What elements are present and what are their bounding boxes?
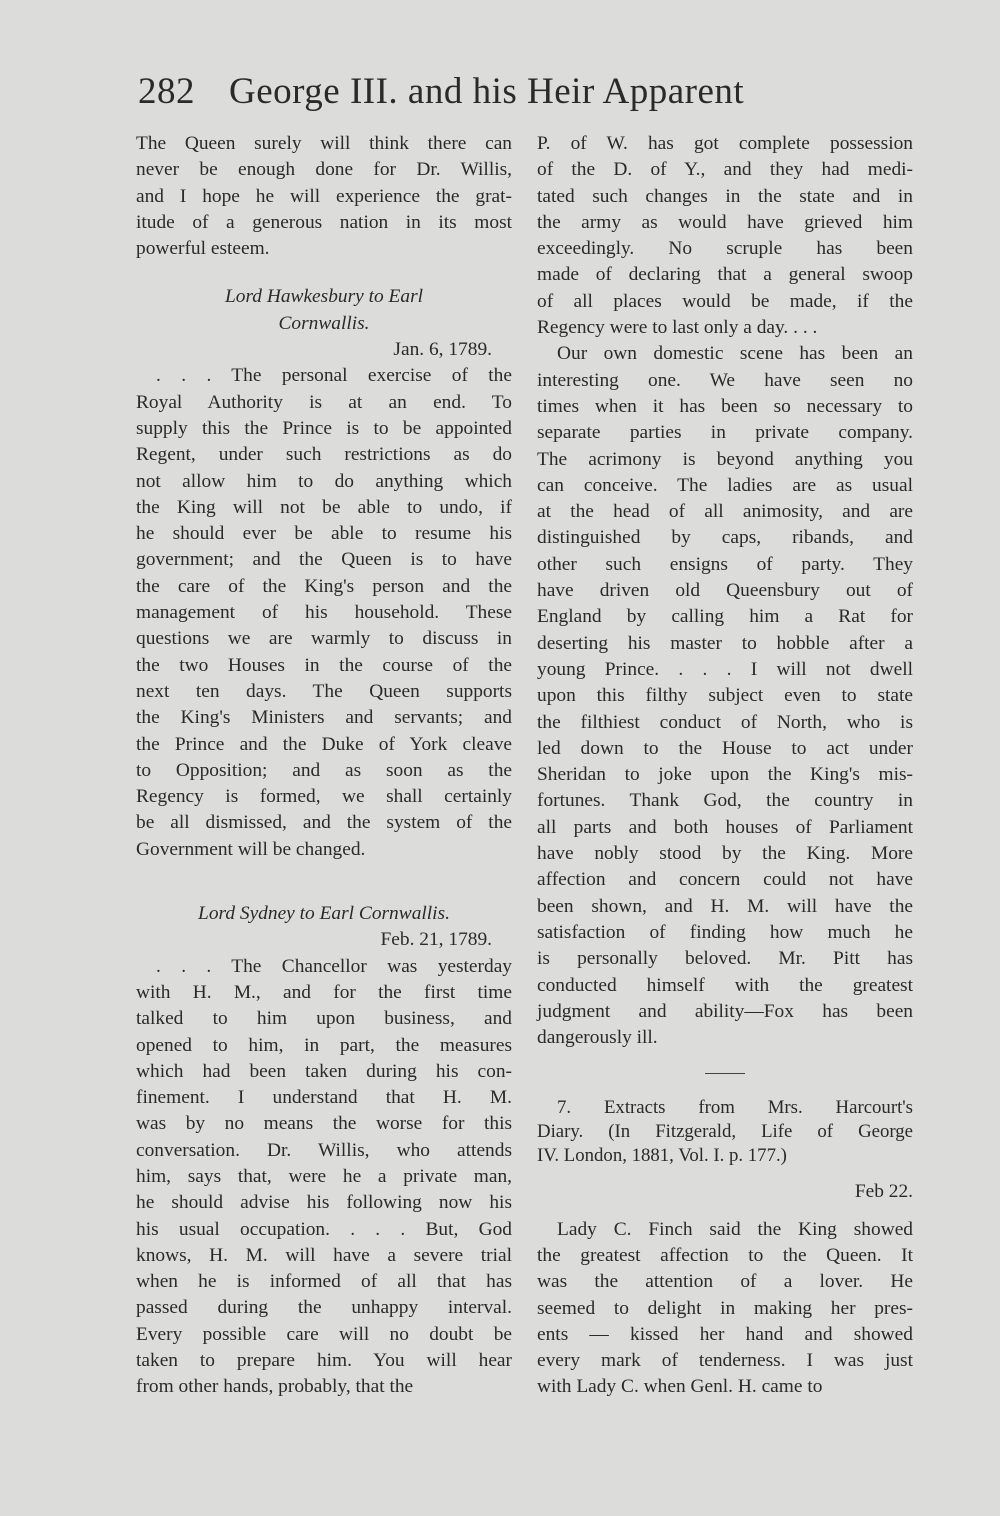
text-line: led down to the House to act under — [537, 737, 913, 759]
text-line: satisfaction of finding how much he — [537, 921, 913, 943]
text-line: . . . The Chancellor was yesterday — [156, 955, 512, 977]
text-line: the Prince and the Duke of York cleave — [136, 733, 512, 755]
text-line: of the D. of Y., and they had medi- — [537, 159, 913, 181]
text-line: Diary. (In Fitzgerald, Life of George — [537, 1121, 913, 1143]
text-line: finement. I understand that H. M. — [136, 1087, 512, 1109]
diary-extract — [537, 1217, 913, 1401]
text-line: government; and the Queen is to have — [136, 549, 512, 571]
text-line: all parts and both houses of Parliament — [537, 816, 913, 838]
text-line: never be enough done for Dr. Willis, — [136, 159, 512, 181]
text-line: him, says that, were he a private man, — [136, 1165, 512, 1187]
text-line: other such ensigns of party. They — [537, 553, 913, 575]
text-line: The Queen surely will think there can — [136, 133, 512, 154]
text-line: Regency is formed, we shall certainly — [136, 786, 512, 808]
text-line: conducted himself with the greatest — [537, 974, 913, 996]
text-line: England by calling him a Rat for — [537, 606, 913, 628]
text-line: fortunes. Thank God, the country in — [537, 790, 913, 812]
text-line: supply this the Prince is to be appointed — [136, 417, 512, 439]
text-line: have driven old Queensbury out of — [537, 580, 913, 602]
text-line: conversation. Dr. Willis, who attends — [136, 1139, 512, 1161]
text-line: upon this filthy subject even to state — [537, 685, 913, 707]
heading-hawkesbury — [136, 284, 512, 337]
text-line: he should ever be able to resume his — [136, 523, 512, 545]
text-line: next ten days. The Queen supports — [136, 680, 512, 702]
text-line: powerful esteem. — [136, 238, 270, 260]
text-line: 7. Extracts from Mrs. Harcourt's — [557, 1097, 913, 1119]
text-line: with Lady C. when Genl. H. came to — [537, 1376, 823, 1398]
text-line: opened to him, in part, the measures — [136, 1034, 512, 1056]
text-line: when he is informed of all that has — [136, 1271, 512, 1293]
text-line: separate parties in private company. — [537, 422, 913, 444]
letter-sydney-continued — [537, 131, 913, 1051]
text-line: the greatest affection to the Queen. It — [537, 1244, 913, 1266]
text-line: the King will not be able to undo, if — [136, 496, 512, 518]
text-line: which had been taken during his con- — [136, 1060, 512, 1082]
text-line: the army as would have grieved him — [537, 211, 913, 233]
letter-date: Jan. 6, 1789. — [393, 339, 492, 361]
diary-date: Feb 22. — [854, 1181, 913, 1203]
text-line: the King's Ministers and servants; and — [136, 707, 512, 729]
text-line: times when it has been so necessary to — [537, 395, 913, 417]
text-line: he should advise his following now his — [136, 1192, 512, 1214]
letter-sydney — [136, 954, 512, 1401]
text-line: at the head of all animosity, and are — [537, 501, 913, 523]
page-number: 282 — [138, 71, 195, 112]
text-line: the two Houses in the course of the — [136, 654, 512, 676]
text-line: be all dismissed, and the system of the — [136, 812, 512, 834]
letter-hawkesbury — [136, 363, 512, 863]
text-line: exceedingly. No scruple has been — [537, 238, 913, 260]
text-line: questions we are warmly to discuss in — [136, 628, 512, 650]
text-line: the filthiest conduct of North, who is — [537, 711, 913, 733]
text-line: management of his household. These — [136, 602, 512, 624]
text-line: distinguished by caps, ribands, and — [537, 527, 913, 549]
text-line: Our own domestic scene has been an — [557, 343, 913, 365]
text-line: have nobly stood by the King. More — [537, 843, 913, 865]
text-line: Regent, under such restrictions as do — [136, 444, 512, 466]
text-line: not allow him to do anything which — [136, 470, 512, 492]
text-line: Lady C. Finch said the King showed — [557, 1218, 913, 1240]
text-line: talked to him upon business, and — [136, 1008, 512, 1030]
text-line: been shown, and H. M. will have the — [537, 895, 913, 917]
text-line: of all places would be made, if the — [537, 290, 913, 312]
text-line: P. of W. has got complete possession — [537, 133, 913, 154]
left-column — [136, 131, 512, 1401]
text-line: was the attention of a lover. He — [537, 1271, 913, 1293]
page-header — [138, 70, 818, 113]
heading-line: Cornwallis. — [278, 312, 370, 334]
text-line: ents — kissed her hand and showed — [537, 1323, 913, 1345]
text-line: The acrimony is beyond anything you — [537, 448, 913, 470]
text-line: young Prince. . . . I will not dwell — [537, 658, 913, 680]
text-line: dangerously ill. — [537, 1027, 658, 1049]
text-line: and I hope he will experience the grat- — [136, 185, 512, 207]
text-line: IV. London, 1881, Vol. I. p. 177.) — [537, 1145, 787, 1167]
text-line: seemed to delight in making her pres- — [537, 1297, 913, 1319]
text-line: with H. M., and for the first time — [136, 981, 512, 1003]
text-line: is personally beloved. Mr. Pitt has — [537, 948, 913, 970]
text-line: the care of the King's person and the — [136, 575, 512, 597]
text-line: from other hands, probably, that the — [136, 1376, 414, 1398]
text-line: was by no means the worse for this — [136, 1113, 512, 1135]
heading-line: Lord Hawkesbury to Earl — [224, 286, 424, 308]
letter-date: Feb. 21, 1789. — [380, 929, 492, 951]
section-7-heading — [537, 1096, 913, 1168]
text-line: tated such changes in the state and in — [537, 185, 913, 207]
text-line: Sheridan to joke upon the King's mis- — [537, 764, 913, 786]
text-line: . . . The personal exercise of the — [156, 365, 512, 387]
text-line: made of declaring that a general swoop — [537, 264, 913, 286]
paragraph-queen-willis — [136, 131, 512, 262]
text-line: interesting one. We have seen no — [537, 369, 913, 391]
text-line: Regency were to last only a day. . . . — [537, 317, 818, 339]
right-column — [537, 131, 913, 1401]
text-line: Royal Authority is at an end. To — [136, 391, 512, 413]
text-line: taken to prepare him. You will hear — [136, 1350, 512, 1372]
text-line: affection and concern could not have — [537, 869, 913, 891]
text-line: knows, H. M. will have a severe trial — [136, 1244, 512, 1266]
heading-sydney: Lord Sydney to Earl Cornwallis. — [198, 903, 450, 925]
text-line: to Opposition; and as soon as the — [136, 759, 512, 781]
text-line: itude of a generous nation in its most — [136, 211, 512, 233]
running-title: George III. and his Heir Apparent — [229, 71, 745, 112]
text-line: Government will be changed. — [136, 838, 366, 860]
text-line: Every possible care will no doubt be — [136, 1323, 512, 1345]
text-line: his usual occupation. . . . But, God — [136, 1218, 512, 1240]
text-line: every mark of tenderness. I was just — [537, 1350, 913, 1372]
text-line: deserting his master to hobble after a — [537, 632, 913, 654]
text-line: judgment and ability—Fox has been — [537, 1000, 913, 1022]
text-line: passed during the unhappy interval. — [136, 1297, 512, 1319]
text-line: can conceive. The ladies are as usual — [537, 474, 913, 496]
